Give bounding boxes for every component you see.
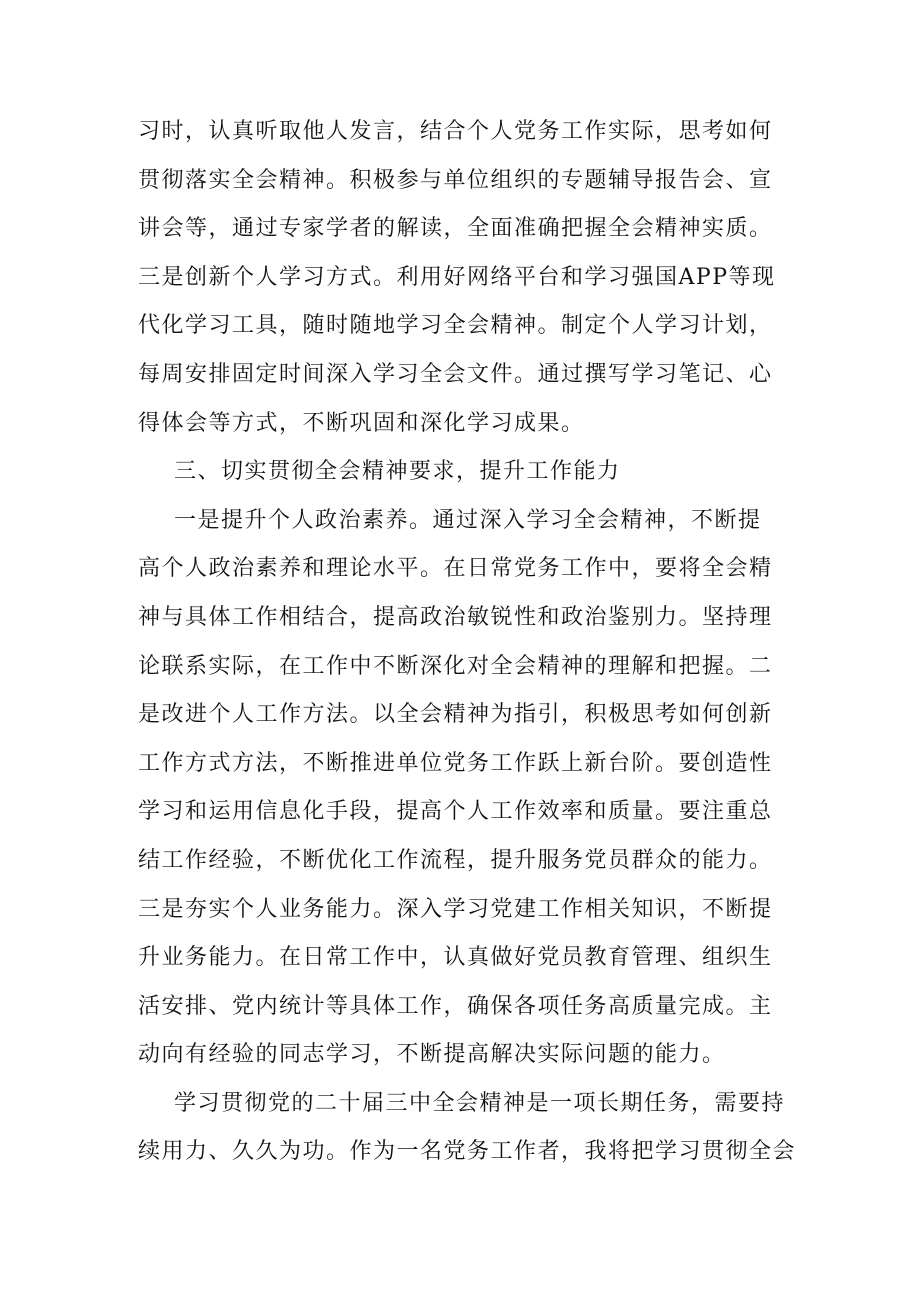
section-heading: 三、切实贯彻全会精神要求，提升工作能力 bbox=[174, 459, 621, 485]
body-line: 代化学习工具，随时随地学习全会精神。制定个人学习计划， bbox=[138, 313, 773, 339]
body-line: 升业务能力。在日常工作中，认真做好党员教育管理、组织生 bbox=[138, 945, 773, 971]
body-line: 动向有经验的同志学习，不断提高解决实际问题的能力。 bbox=[138, 1042, 726, 1068]
body-line: 三是夯实个人业务能力。深入学习党建工作相关知识，不断提 bbox=[138, 896, 773, 922]
body-line: 结工作经验，不断优化工作流程，提升服务党员群众的能力。 bbox=[138, 847, 773, 873]
body-line: 学习贯彻党的二十届三中全会精神是一项长期任务，需要持 bbox=[174, 1090, 786, 1116]
body-line: 论联系实际，在工作中不断深化对全会精神的理解和把握。二 bbox=[138, 653, 773, 679]
body-line: 是改进个人工作方法。以全会精神为指引，积极思考如何创新 bbox=[138, 702, 773, 728]
body-line: 工作方式方法，不断推进单位党务工作跃上新台阶。要创造性 bbox=[138, 750, 773, 776]
body-line: 学习和运用信息化手段，提高个人工作效率和质量。要注重总 bbox=[138, 799, 773, 825]
body-line: 每周安排固定时间深入学习全会文件。通过撰写学习笔记、心 bbox=[138, 361, 773, 387]
body-line: 高个人政治素养和理论水平。在日常党务工作中，要将全会精 bbox=[138, 556, 773, 582]
body-line: 得体会等方式，不断巩固和深化学习成果。 bbox=[138, 410, 585, 436]
body-line: 三是创新个人学习方式。利用好网络平台和学习强国APP等现 bbox=[138, 264, 776, 290]
body-line: 一是提升个人政治素养。通过深入学习全会精神，不断提 bbox=[174, 507, 762, 533]
body-line: 续用力、久久为功。作为一名党务工作者，我将把学习贯彻全会 bbox=[138, 1139, 797, 1165]
body-line: 讲会等，通过专家学者的解读，全面准确把握全会精神实质。 bbox=[138, 216, 773, 242]
body-line: 活安排、党内统计等具体工作，确保各项任务高质量完成。主 bbox=[138, 993, 773, 1019]
body-line: 神与具体工作相结合，提高政治敏锐性和政治鉴别力。坚持理 bbox=[138, 604, 773, 630]
body-line: 习时，认真听取他人发言，结合个人党务工作实际，思考如何 bbox=[138, 119, 773, 144]
document-body bbox=[138, 108, 797, 1177]
body-line: 贯彻落实全会精神。积极参与单位组织的专题辅导报告会、宣 bbox=[138, 167, 773, 193]
